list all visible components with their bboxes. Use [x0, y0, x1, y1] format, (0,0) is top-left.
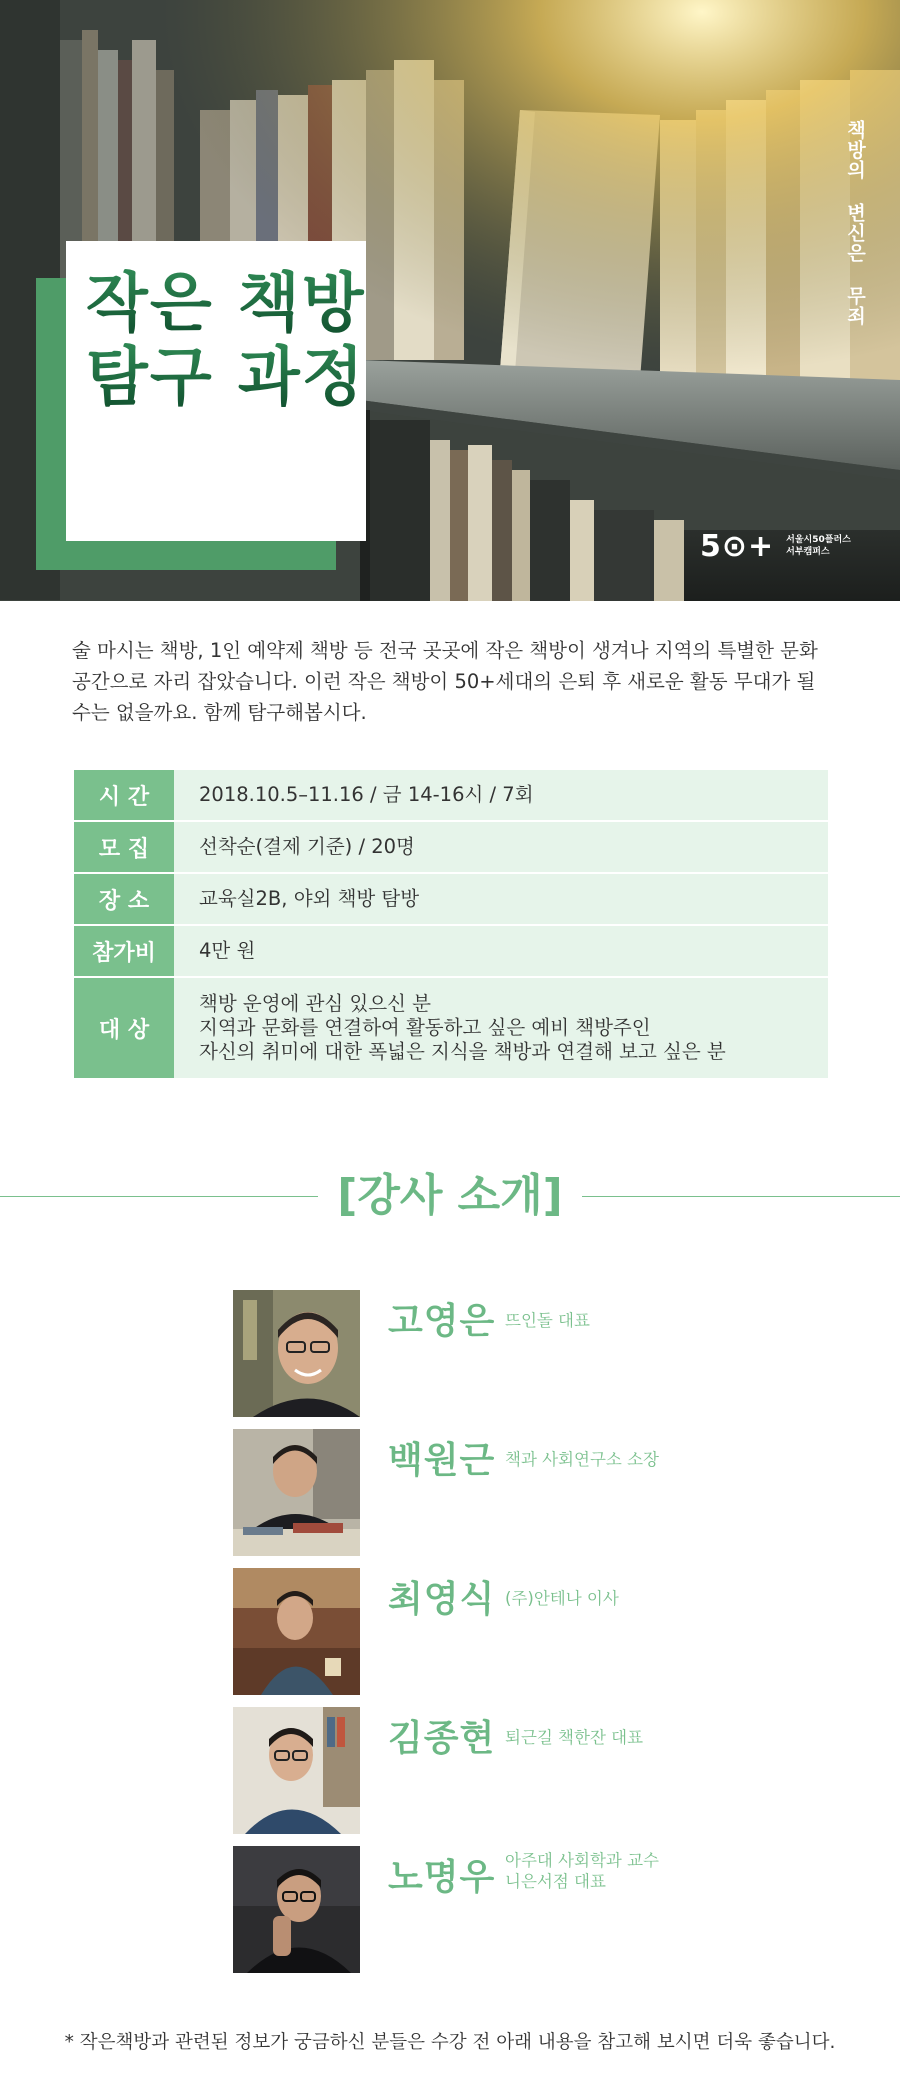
intro-line-3: 수는 없을까요. 함께 탐구해봅시다.	[72, 701, 367, 724]
logo-text-line-2: 서부캠퍼스	[786, 547, 830, 557]
instructor-role	[505, 1310, 590, 1331]
info-row-recruit	[74, 822, 828, 874]
portrait-icon	[233, 1290, 360, 1417]
instructor-card	[233, 1568, 793, 1695]
intro-line-1: 술 마시는 책방, 1인 예약제 책방 등 전국 곳곳에 작은 책방이 생겨나 지역의 특별한 문화	[72, 639, 818, 662]
info-label: 시 간	[74, 770, 174, 820]
instructor-role	[505, 1588, 619, 1609]
hero-banner	[0, 0, 900, 601]
section-heading-instructors: [강사 소개]	[337, 1170, 563, 1221]
info-value-line: 2018.10.5–11.16 / 금 14-16시 / 7회	[199, 783, 534, 806]
logo-text	[786, 534, 851, 558]
page-title-line-1: 작은 책방	[86, 267, 366, 341]
instructor-photo	[233, 1568, 360, 1695]
info-value	[174, 822, 828, 872]
info-row-time	[74, 770, 828, 822]
logo-text-line-1: 서울시50플러스	[786, 535, 851, 545]
instructor-card	[233, 1429, 793, 1556]
info-value	[174, 874, 828, 924]
intro-paragraph	[72, 635, 840, 728]
info-value	[174, 978, 828, 1078]
info-row-target	[74, 978, 828, 1080]
info-label: 참가비	[74, 926, 174, 976]
instructor-role-line-1: (주)안테나 이사	[505, 1589, 619, 1608]
info-row-fee	[74, 926, 828, 978]
instructor-name: 김종현	[388, 1718, 496, 1759]
info-label: 장 소	[74, 874, 174, 924]
instructor-name: 최영식	[388, 1579, 496, 1620]
instructor-photo	[233, 1290, 360, 1417]
instructor-name: 노명우	[388, 1857, 496, 1898]
portrait-icon	[233, 1429, 360, 1556]
vertical-caption: 책방의 변신은 무죄	[844, 120, 866, 326]
info-row-place	[74, 874, 828, 926]
info-value-line: 선착순(결제 기준) / 20명	[199, 835, 415, 858]
info-label: 대 상	[74, 978, 174, 1078]
instructor-photo	[233, 1429, 360, 1556]
instructor-role	[505, 1449, 659, 1470]
info-value-line: 교육실2B, 야외 책방 탐방	[199, 887, 420, 910]
footnote: * 작은책방과 관련된 정보가 궁금하신 분들은 수강 전 아래 내용을 참고해 보시면 더욱 좋습니다.	[64, 2032, 836, 2053]
campus-logo	[700, 526, 851, 566]
instructor-name: 고영은	[388, 1301, 496, 1342]
instructor-photo	[233, 1846, 360, 1973]
logo-mark: 5⊙+	[700, 528, 775, 564]
portrait-icon	[233, 1707, 360, 1834]
info-value-line: 자신의 취미에 대한 폭넓은 지식을 책방과 연결해 보고 싶은 분	[199, 1040, 726, 1063]
instructor-role-line-1: 아주대 사회학과 교수	[505, 1851, 659, 1870]
instructor-card	[233, 1290, 793, 1417]
info-label: 모 집	[74, 822, 174, 872]
instructor-photo	[233, 1707, 360, 1834]
instructor-name: 백원근	[388, 1440, 496, 1481]
info-value	[174, 770, 828, 820]
instructor-role-line-1: 책과 사회연구소 소장	[505, 1450, 659, 1469]
info-value-line: 4만 원	[199, 939, 256, 962]
info-value	[174, 926, 828, 976]
instructor-role	[505, 1850, 659, 1892]
portrait-icon	[233, 1568, 360, 1695]
title-card	[66, 241, 366, 541]
instructor-role-line-1: 뜨인돌 대표	[505, 1311, 590, 1330]
instructor-role-line-2: 니은서점 대표	[505, 1872, 606, 1891]
page-title-line-2: 탐구 과정	[86, 341, 366, 415]
instructor-card	[233, 1707, 793, 1834]
info-value-line: 책방 운영에 관심 있으신 분	[199, 992, 432, 1015]
info-value-line: 지역과 문화를 연결하여 활동하고 싶은 예비 책방주인	[199, 1016, 651, 1039]
portrait-icon	[233, 1846, 360, 1973]
intro-line-2: 공간으로 자리 잡았습니다. 이런 작은 책방이 50+세대의 은퇴 후 새로운 활동 무대가 될	[72, 670, 816, 693]
instructor-role	[505, 1727, 643, 1748]
instructor-card	[233, 1846, 793, 1973]
instructor-role-line-1: 퇴근길 책한잔 대표	[505, 1728, 644, 1747]
course-info-table	[74, 770, 828, 1080]
